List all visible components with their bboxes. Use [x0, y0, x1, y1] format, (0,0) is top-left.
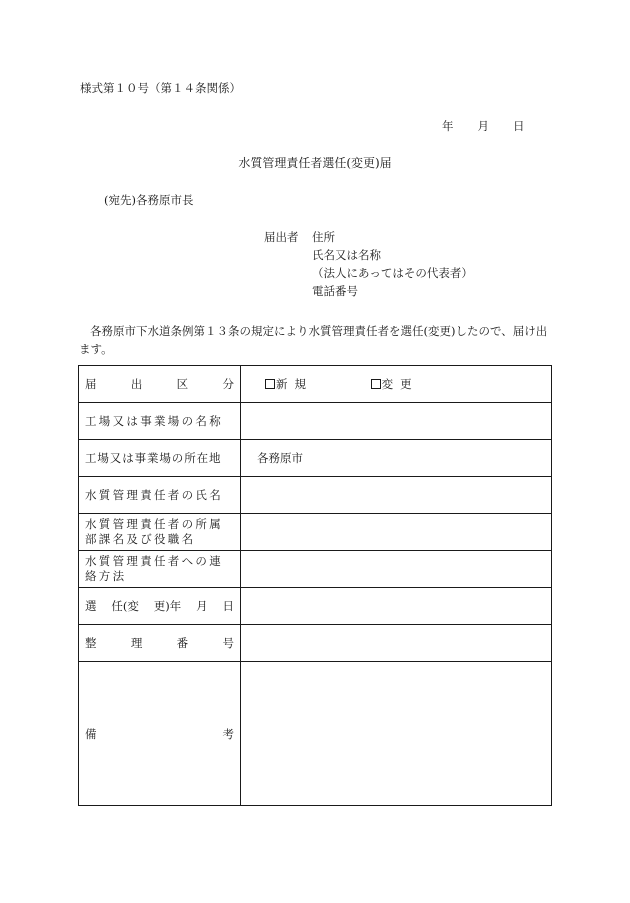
date-line: [442, 119, 525, 133]
table-row-manager-department: [79, 514, 552, 551]
checkbox-new-box[interactable]: [265, 379, 275, 389]
date-day: 日: [513, 119, 525, 133]
category-options: [241, 366, 552, 403]
table-row-reference-number: [79, 625, 552, 662]
checkbox-change-box[interactable]: [371, 379, 381, 389]
facility-location-value[interactable]: 各務原市: [241, 440, 552, 477]
date-month: 月: [477, 119, 489, 133]
applicant-name-label: 氏名又は名称: [312, 248, 381, 262]
notification-table: [78, 365, 552, 806]
checkbox-change[interactable]: [371, 376, 419, 392]
remarks-value[interactable]: [241, 662, 552, 806]
applicant-block: [264, 230, 473, 302]
appointment-date-label: 選 任(変 更)年 月 日: [79, 588, 241, 625]
facility-name-label: 工場又は事業場の名称: [79, 403, 241, 440]
date-year: 年: [442, 119, 454, 133]
table-row-remarks: [79, 662, 552, 806]
remarks-label: 備 考: [79, 662, 241, 806]
table-row-manager-name: [79, 477, 552, 514]
page-title: 水質管理責任者選任(変更)届: [238, 156, 392, 170]
form-number: 様式第１０号（第１４条関係）: [80, 81, 241, 95]
manager-department-label: 水質管理責任者の所属部課名及び役職名: [79, 514, 241, 551]
reference-number-label: 整 理 番 号: [79, 625, 241, 662]
applicant-label: 届出者: [264, 230, 299, 244]
facility-location-label: 工場又は事業場の所在地: [79, 440, 241, 477]
body-text: 各務原市下水道条例第１３条の規定により水質管理責任者を選任(変更)したので、届け出ます。: [79, 324, 548, 356]
manager-contact-label: 水質管理責任者への連絡方法: [79, 551, 241, 588]
checkbox-change-label: 変更: [381, 377, 419, 391]
table-row-facility-name: [79, 403, 552, 440]
checkbox-new-label: 新規: [276, 377, 313, 391]
applicant-phone-label: 電話番号: [312, 284, 358, 298]
table-row-category: [79, 366, 552, 403]
table-row-manager-contact: [79, 551, 552, 588]
manager-contact-value[interactable]: [241, 551, 552, 588]
appointment-date-value[interactable]: [241, 588, 552, 625]
reference-number-value[interactable]: [241, 625, 552, 662]
category-label: 届 出 区 分: [79, 366, 241, 403]
table-row-facility-location: [79, 440, 552, 477]
manager-name-label: 水質管理責任者の氏名: [79, 477, 241, 514]
manager-name-value[interactable]: [241, 477, 552, 514]
applicant-representative-note: （法人にあってはその代表者）: [312, 266, 473, 280]
facility-name-value[interactable]: [241, 403, 552, 440]
checkbox-new[interactable]: [265, 376, 313, 392]
addressee: (宛先)各務原市長: [104, 193, 194, 207]
table-row-appointment-date: [79, 588, 552, 625]
manager-department-value[interactable]: [241, 514, 552, 551]
applicant-address-label: 住所: [312, 230, 335, 244]
